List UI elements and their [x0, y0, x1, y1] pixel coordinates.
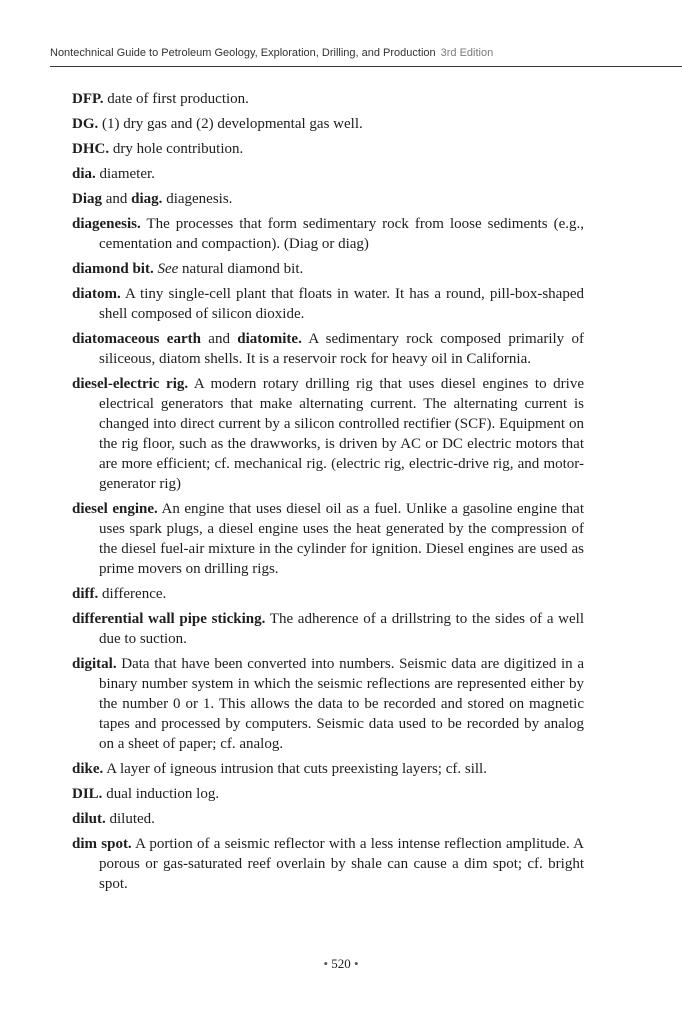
entry-term: differential wall pipe sticking. — [72, 611, 266, 627]
entry-term: dia. — [72, 166, 96, 182]
page-number: 520 — [331, 956, 351, 971]
entry-see-reference: See — [153, 261, 179, 277]
entry-term: diatom. — [72, 286, 121, 302]
edition-label: 3rd Edition — [440, 47, 494, 59]
entry-definition: date of first production. — [103, 91, 249, 107]
entry-term: DHC. — [72, 141, 110, 157]
entry-definition: A layer of igneous intrusion that cuts preexisting layers; cf. sill. — [103, 761, 487, 777]
entry-term: diatomaceous earth — [72, 331, 201, 347]
entry-joiner: and — [102, 191, 132, 207]
entry-definition: A portion of a seismic reflector with a less intense reflection amplitude. A porous or gas-saturated reef overlain by shale can cause a dim spot; cf. bright spot. — [99, 836, 584, 892]
entry-term: diagenesis. — [72, 216, 141, 232]
page-folio — [0, 956, 682, 972]
glossary-entry — [72, 609, 584, 649]
glossary-entry — [72, 284, 584, 324]
glossary-entry — [72, 584, 584, 604]
entry-definition: natural diamond bit. — [178, 261, 304, 277]
entry-term-alt: diatomite. — [237, 331, 302, 347]
glossary-entry — [72, 809, 584, 829]
entry-term: diesel engine. — [72, 501, 158, 517]
entry-definition: A tiny single-cell plant that floats in water. It has a round, pill-box-shaped shell composed of silicon dioxide. — [99, 286, 584, 322]
glossary-entry — [72, 784, 584, 804]
entry-joiner: and — [200, 331, 238, 347]
entry-term: diamond bit. — [72, 261, 154, 277]
entry-term-alt: diag. — [131, 191, 163, 207]
entry-term: DG. — [72, 116, 99, 132]
entry-definition: The processes that form sedimentary rock from loose sediments (e.g., cementation and compaction). (Diag or diag) — [99, 216, 584, 252]
entry-definition: Data that have been converted into numbers. Seismic data are digitized in a binary number system in which the seismic reflections are represented either by the number 0 or 1. This allows the data to be recorded and stored on magnetic tapes and processed by computers. Seismic data used to be recorded by analog on a sheet of paper; cf. analog. — [99, 656, 584, 752]
entry-term: DFP. — [72, 91, 104, 107]
entry-definition: difference. — [98, 586, 167, 602]
entry-definition: A modern rotary drilling rig that uses diesel engines to drive electrical generators that make alternating current. The alternating current is changed into direct current by a silicon controlled rectifier (SCF). Equipment on the rig floor, such as the drawworks, is driven by AC or DC electric motors that are more efficient; cf. mechanical rig. (electric rig, electric-drive rig, and motor-generator rig) — [99, 376, 584, 492]
entry-definition: dual induction log. — [102, 786, 220, 802]
glossary-entry — [72, 374, 584, 494]
entry-term: Diag — [72, 191, 102, 207]
glossary-entry — [72, 259, 584, 279]
glossary-entry — [72, 189, 584, 209]
glossary-entry — [72, 214, 584, 254]
entry-term: diff. — [72, 586, 99, 602]
entry-term: dim spot. — [72, 836, 132, 852]
glossary-entry — [72, 139, 584, 159]
entry-term: digital. — [72, 656, 117, 672]
entry-definition: (1) dry gas and (2) developmental gas well. — [98, 116, 363, 132]
entry-term: dilut. — [72, 811, 106, 827]
folio-bullet-right: • — [354, 956, 359, 971]
entry-definition: A sedimentary rock composed primarily of siliceous, diatom shells. It is a reservoir rock for heavy oil in California. — [99, 331, 584, 367]
entry-definition: diagenesis. — [162, 191, 233, 207]
glossary-entry — [72, 834, 584, 894]
glossary-entry — [72, 499, 584, 579]
entry-definition: dry hole contribution. — [109, 141, 244, 157]
glossary-entries — [72, 89, 584, 899]
glossary-entry — [72, 114, 584, 134]
entry-term: diesel-electric rig. — [72, 376, 189, 392]
entry-definition: An engine that uses diesel oil as a fuel. Unlike a gasoline engine that uses spark plugs, a diesel engine uses the heat generated by the compression of the diesel fuel-air mixture in the cylinder for ignition. Diesel engines are used as prime movers on drilling rigs. — [99, 501, 584, 577]
glossary-entry — [72, 329, 584, 369]
folio-bullet-left: • — [323, 956, 328, 971]
book-title: Nontechnical Guide to Petroleum Geology, Exploration, Drilling, and Production — [50, 47, 436, 59]
running-header — [50, 47, 682, 67]
entry-definition: diameter. — [95, 166, 155, 182]
glossary-entry — [72, 89, 584, 109]
glossary-entry — [72, 654, 584, 754]
glossary-entry — [72, 164, 584, 184]
entry-definition: diluted. — [105, 811, 155, 827]
glossary-entry — [72, 759, 584, 779]
entry-term: dike. — [72, 761, 104, 777]
entry-term: DIL. — [72, 786, 103, 802]
entry-definition: The adherence of a drillstring to the sides of a well due to suction. — [99, 611, 585, 647]
